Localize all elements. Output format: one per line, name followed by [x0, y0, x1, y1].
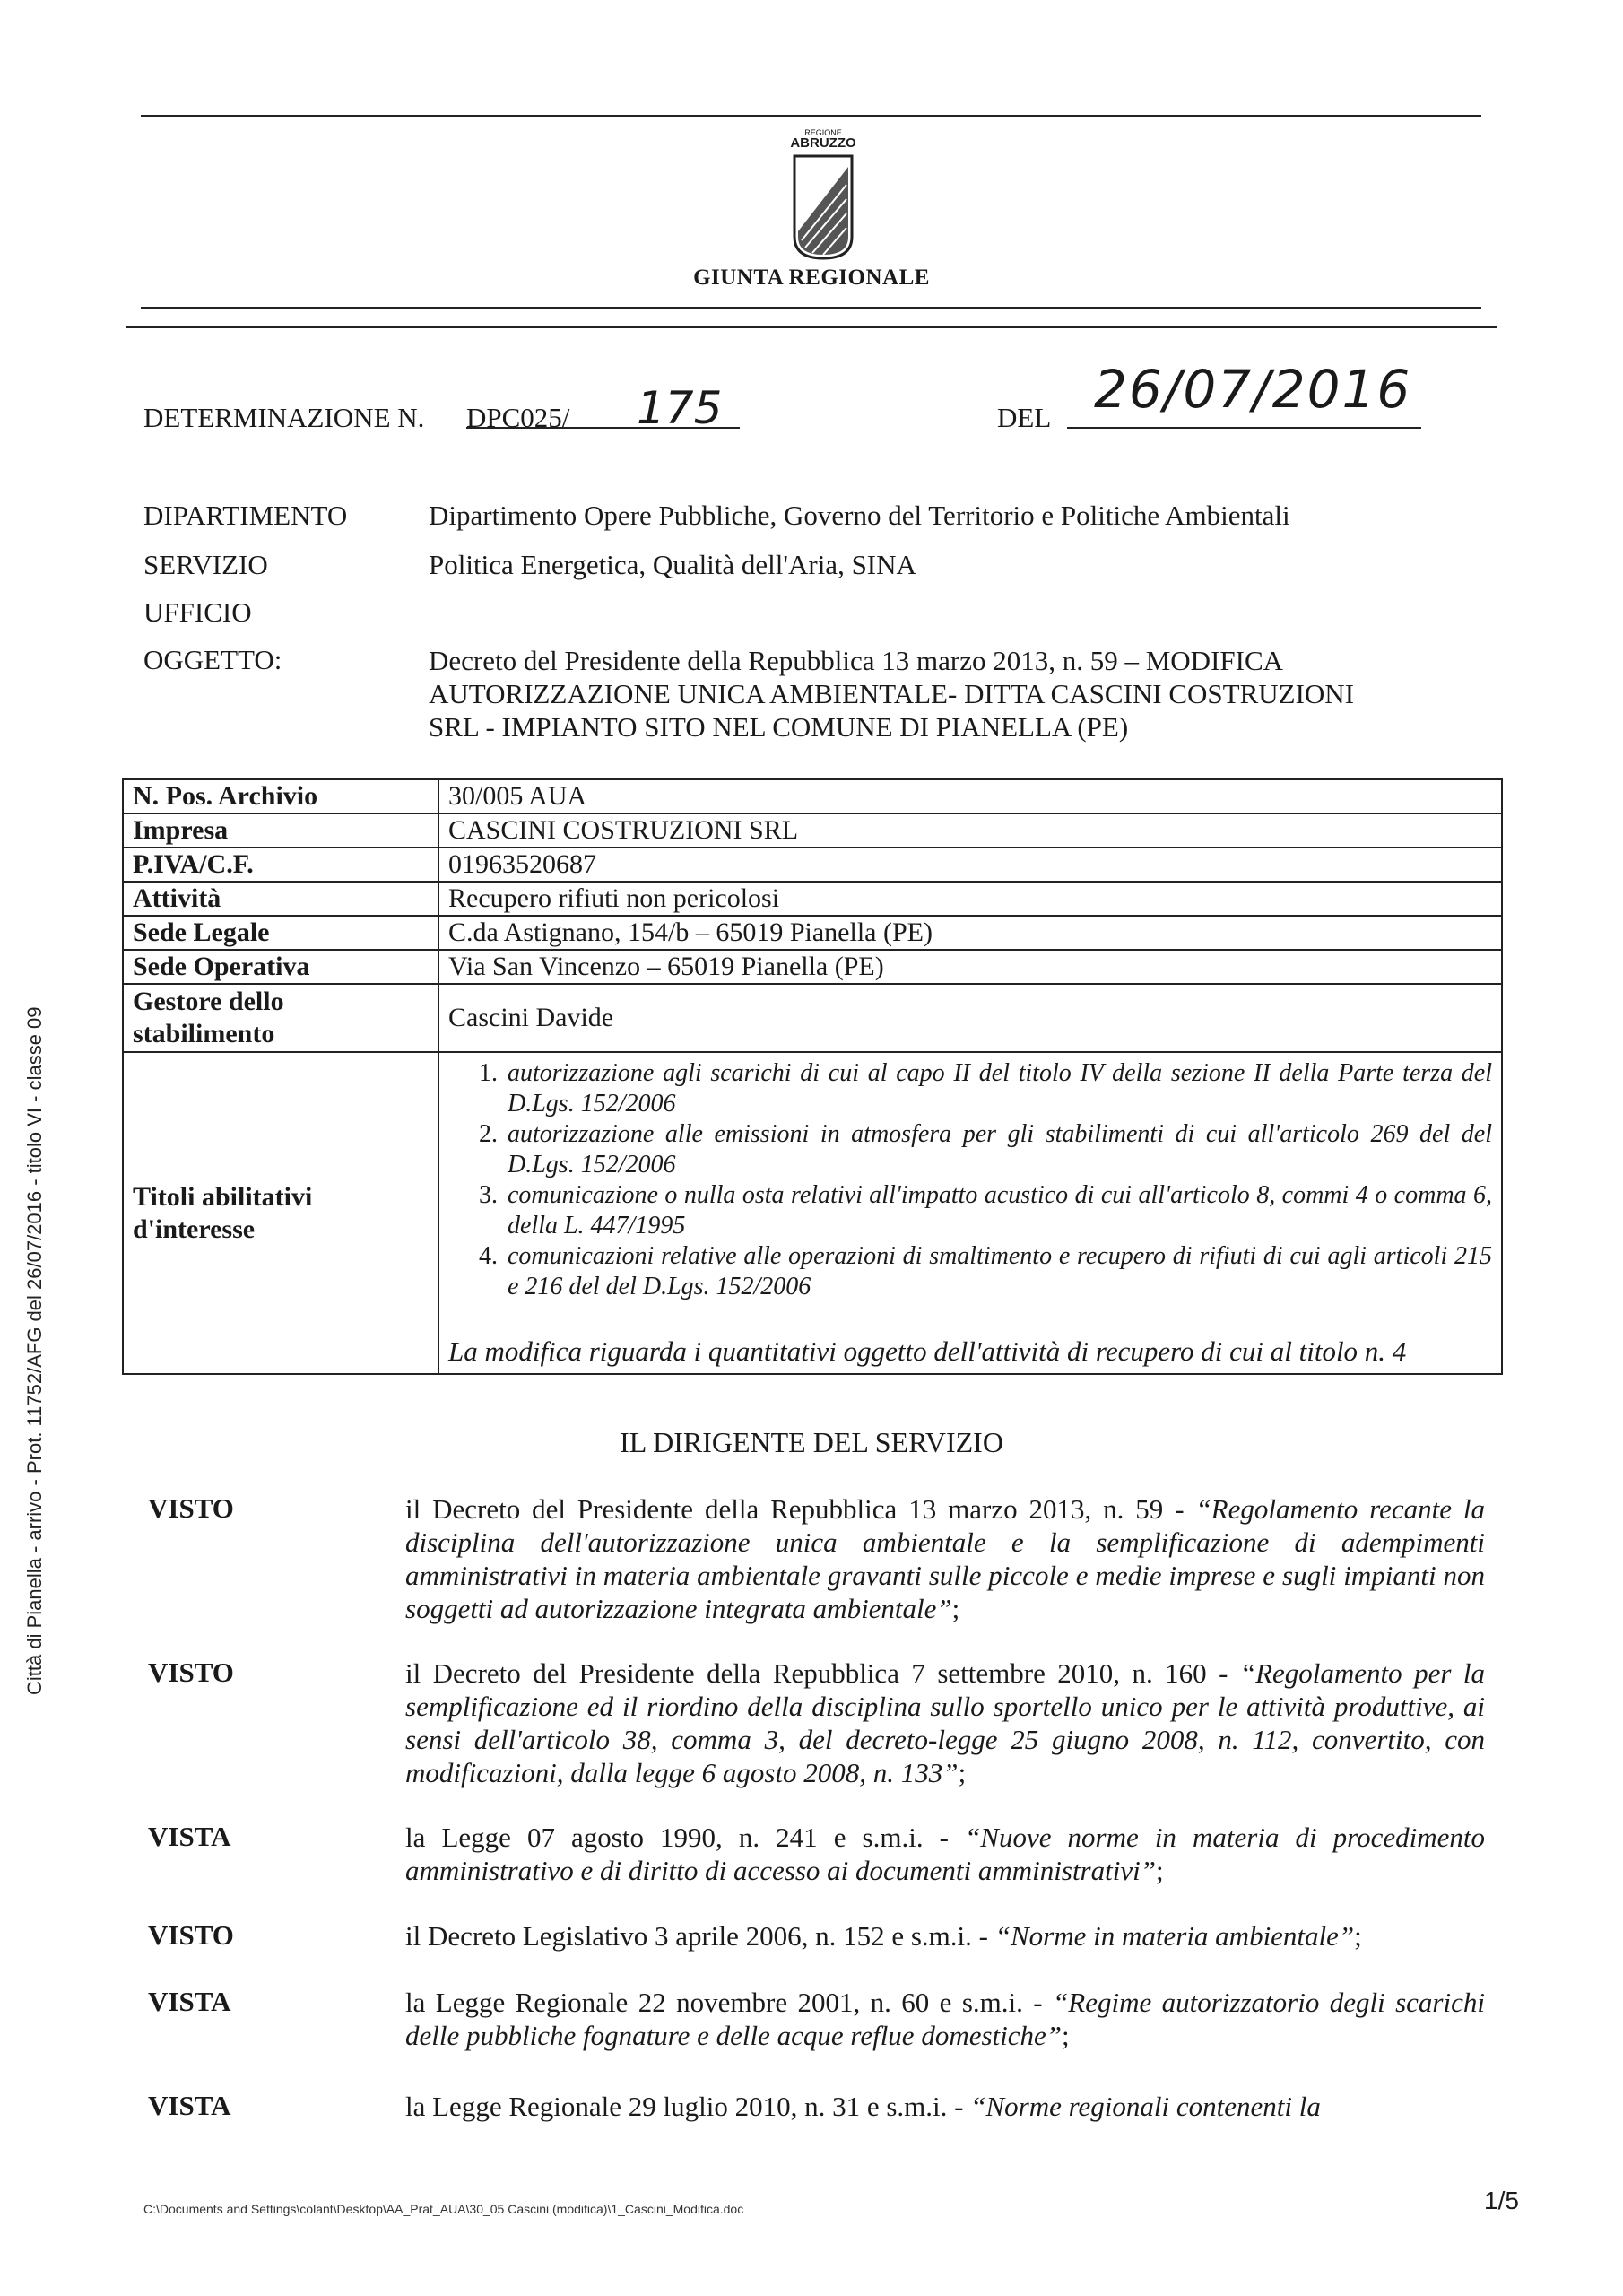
table-key: Impresa	[123, 813, 438, 848]
visto-plain: il Decreto del Presidente della Repubblica 7 settembre 2010, n. 160 -	[405, 1657, 1240, 1689]
list-number: 3.	[479, 1181, 498, 1209]
list-number: 2.	[479, 1120, 498, 1148]
file-path-footer: C:\Documents and Settings\colant\Desktop\AA_Prat_AUA\30_05 Cascini (modifica)\1_Cascini_Modifica.doc	[143, 2202, 744, 2216]
servizio-value: Politica Energetica, Qualità dell'Aria, SINA	[429, 549, 916, 580]
determinazione-label: DETERMINAZIONE N.	[143, 402, 425, 433]
table-value: 30/005 AUA	[438, 779, 1502, 813]
list-item	[448, 1058, 1492, 1119]
visto-tail: ;	[958, 1757, 967, 1788]
oggetto-value	[429, 644, 1485, 744]
visto-plain: il Decreto Legislativo 3 aprile 2006, n. 152 e s.m.i. -	[405, 1920, 995, 1952]
table-row	[123, 916, 1502, 950]
ufficio-label: UFFICIO	[143, 596, 252, 628]
table-row	[123, 950, 1502, 984]
visto-plain: la Legge Regionale 29 luglio 2010, n. 31 e s.m.i. -	[405, 2091, 971, 2122]
determinazione-date-handwritten: 26/07/2016	[1094, 359, 1412, 420]
visto-tail: ;	[1062, 2020, 1070, 2051]
list-item	[448, 1180, 1492, 1241]
visto-plain: la Legge 07 agosto 1990, n. 241 e s.m.i. -	[405, 1822, 966, 1853]
visto-italic: “Regime autorizzatorio degli scarichi delle pubbliche fognature e delle acque reflue domestiche”	[405, 1987, 1485, 2051]
visto-label: VISTO	[148, 1657, 234, 1688]
visto-plain: la Legge Regionale 22 novembre 2001, n. 60 e s.m.i. -	[405, 1987, 1054, 2018]
visto-italic: “Regolamento per la semplificazione ed il riordino della disciplina sullo sportello unico per le attività produttive, ai sensi dell'articolo 38, comma 3, del decreto-legge 25 giugno 2008, n. 112, convertito, con modificazioni, dalla legge 6 agosto 2008, n. 133”	[405, 1657, 1485, 1788]
list-number: 1.	[479, 1059, 498, 1087]
visto-label: VISTO	[148, 1492, 234, 1524]
table-value: 01963520687	[438, 848, 1502, 882]
table-value: CASCINI COSTRUZIONI SRL	[438, 813, 1502, 848]
pratica-info-table	[122, 778, 1503, 1375]
table-row	[123, 813, 1502, 848]
visto-italic: “Norme in materia ambientale”	[994, 1920, 1355, 1952]
visto-text	[405, 1492, 1485, 1625]
visto-italic: “Nuove norme in materia di procedimento amministrativo e di diritto di accesso ai documenti amministrativi”	[405, 1822, 1485, 1886]
table-row	[123, 779, 1502, 813]
oggetto-line: Decreto del Presidente della Repubblica 13 marzo 2013, n. 59 – MODIFICA	[429, 645, 1284, 676]
logo-line-2: ABRUZZO	[790, 135, 856, 151]
protocol-stamp: Città di Pianella - arrivo - Prot. 11752/AFG del 26/07/2016 - titolo VI - classe 09	[23, 1006, 46, 1695]
page-number: 1/5	[1484, 2187, 1519, 2214]
dipartimento-label: DIPARTIMENTO	[143, 500, 348, 531]
determinazione-number-handwritten: 175	[637, 382, 723, 434]
dipartimento-value: Dipartimento Opere Pubbliche, Governo del Territorio e Politiche Ambientali	[429, 500, 1290, 531]
determinazione-number-typed: DPC025/	[466, 402, 570, 433]
titoli-cell	[438, 1052, 1502, 1374]
visto-text	[405, 2090, 1485, 2123]
header-rule-1	[141, 307, 1481, 309]
list-item	[448, 1119, 1492, 1180]
list-text: autorizzazione agli scarichi di cui al capo II del titolo IV della sezione II della Parte terza del D.Lgs. 152/2006	[508, 1059, 1492, 1118]
table-row	[123, 1052, 1502, 1374]
titoli-note: La modifica riguarda i quantitativi oggetto dell'attività di recupero di cui al titolo n. 4	[448, 1335, 1407, 1367]
table-value: Recupero rifiuti non pericolosi	[438, 882, 1502, 916]
table-key: P.IVA/C.F.	[123, 848, 438, 882]
logo-line-1: REGIONE	[804, 128, 842, 137]
giunta-regionale-title: GIUNTA REGIONALE	[693, 265, 930, 290]
table-row	[123, 882, 1502, 916]
visto-tail: ;	[951, 1593, 960, 1624]
determinazione-date	[1067, 359, 1421, 429]
table-key: N. Pos. Archivio	[123, 779, 438, 813]
visto-label: VISTA	[148, 2090, 231, 2121]
table-key: Sede Operativa	[123, 950, 438, 984]
visto-label: VISTO	[148, 1919, 234, 1951]
table-row	[123, 984, 1502, 1052]
table-row	[123, 848, 1502, 882]
list-text: autorizzazione alle emissioni in atmosfera per gli stabilimenti di cui all'articolo 269 del del D.Lgs. 152/2006	[508, 1120, 1492, 1178]
table-value: C.da Astignano, 154/b – 65019 Pianella (PE)	[438, 916, 1502, 950]
visto-text	[405, 1821, 1485, 1887]
oggetto-label: OGGETTO:	[143, 644, 282, 675]
table-key: Sede Legale	[123, 916, 438, 950]
visto-tail: ;	[1155, 1855, 1164, 1886]
table-key: Titoli abilitativi d'interesse	[123, 1052, 438, 1374]
dirigente-heading: IL DIRIGENTE DEL SERVIZIO	[620, 1426, 1003, 1458]
table-key: Gestore dello stabilimento	[123, 984, 438, 1052]
regione-abruzzo-logo	[778, 127, 868, 264]
table-value: Via San Vincenzo – 65019 Pianella (PE)	[438, 950, 1502, 984]
visto-label: VISTA	[148, 1986, 231, 2017]
del-label: DEL	[997, 402, 1052, 433]
list-number: 4.	[479, 1242, 498, 1270]
visto-plain: il Decreto del Presidente della Repubblica 13 marzo 2013, n. 59 -	[405, 1493, 1196, 1525]
oggetto-line: SRL - IMPIANTO SITO NEL COMUNE DI PIANELLA (PE)	[429, 711, 1129, 743]
top-rule	[141, 115, 1481, 117]
visto-tail: ;	[1354, 1920, 1362, 1952]
servizio-label: SERVIZIO	[143, 549, 268, 580]
list-text: comunicazione o nulla osta relativi all'impatto acustico di cui all'articolo 8, commi 4 o comma 6, della L. 447/1995	[508, 1181, 1492, 1239]
header-rule-2	[126, 326, 1497, 328]
table-key: Attività	[123, 882, 438, 916]
titoli-list	[448, 1058, 1492, 1302]
visto-text	[405, 1657, 1485, 1789]
table-value: Cascini Davide	[438, 984, 1502, 1052]
visto-italic: “Norme regionali contenenti la	[970, 2091, 1321, 2122]
visto-italic: “Regolamento recante la disciplina dell'autorizzazione unica ambientale e la semplificazione di adempimenti amministrativi in materia ambientale gravanti sulle piccole e medie imprese e sugli impianti non soggetti ad autorizzazione integrata ambientale”	[405, 1493, 1485, 1624]
determinazione-number	[466, 382, 740, 434]
visto-label: VISTA	[148, 1821, 231, 1852]
shield-icon	[793, 154, 854, 260]
list-item	[448, 1241, 1492, 1302]
visto-text	[405, 1919, 1485, 1952]
oggetto-line: AUTORIZZAZIONE UNICA AMBIENTALE- DITTA CASCINI COSTRUZIONI	[429, 678, 1355, 709]
visto-text	[405, 1986, 1485, 2052]
list-text: comunicazioni relative alle operazioni di smaltimento e recupero di rifiuti di cui agli articoli 215 e 216 del del D.Lgs. 152/2006	[508, 1242, 1492, 1300]
